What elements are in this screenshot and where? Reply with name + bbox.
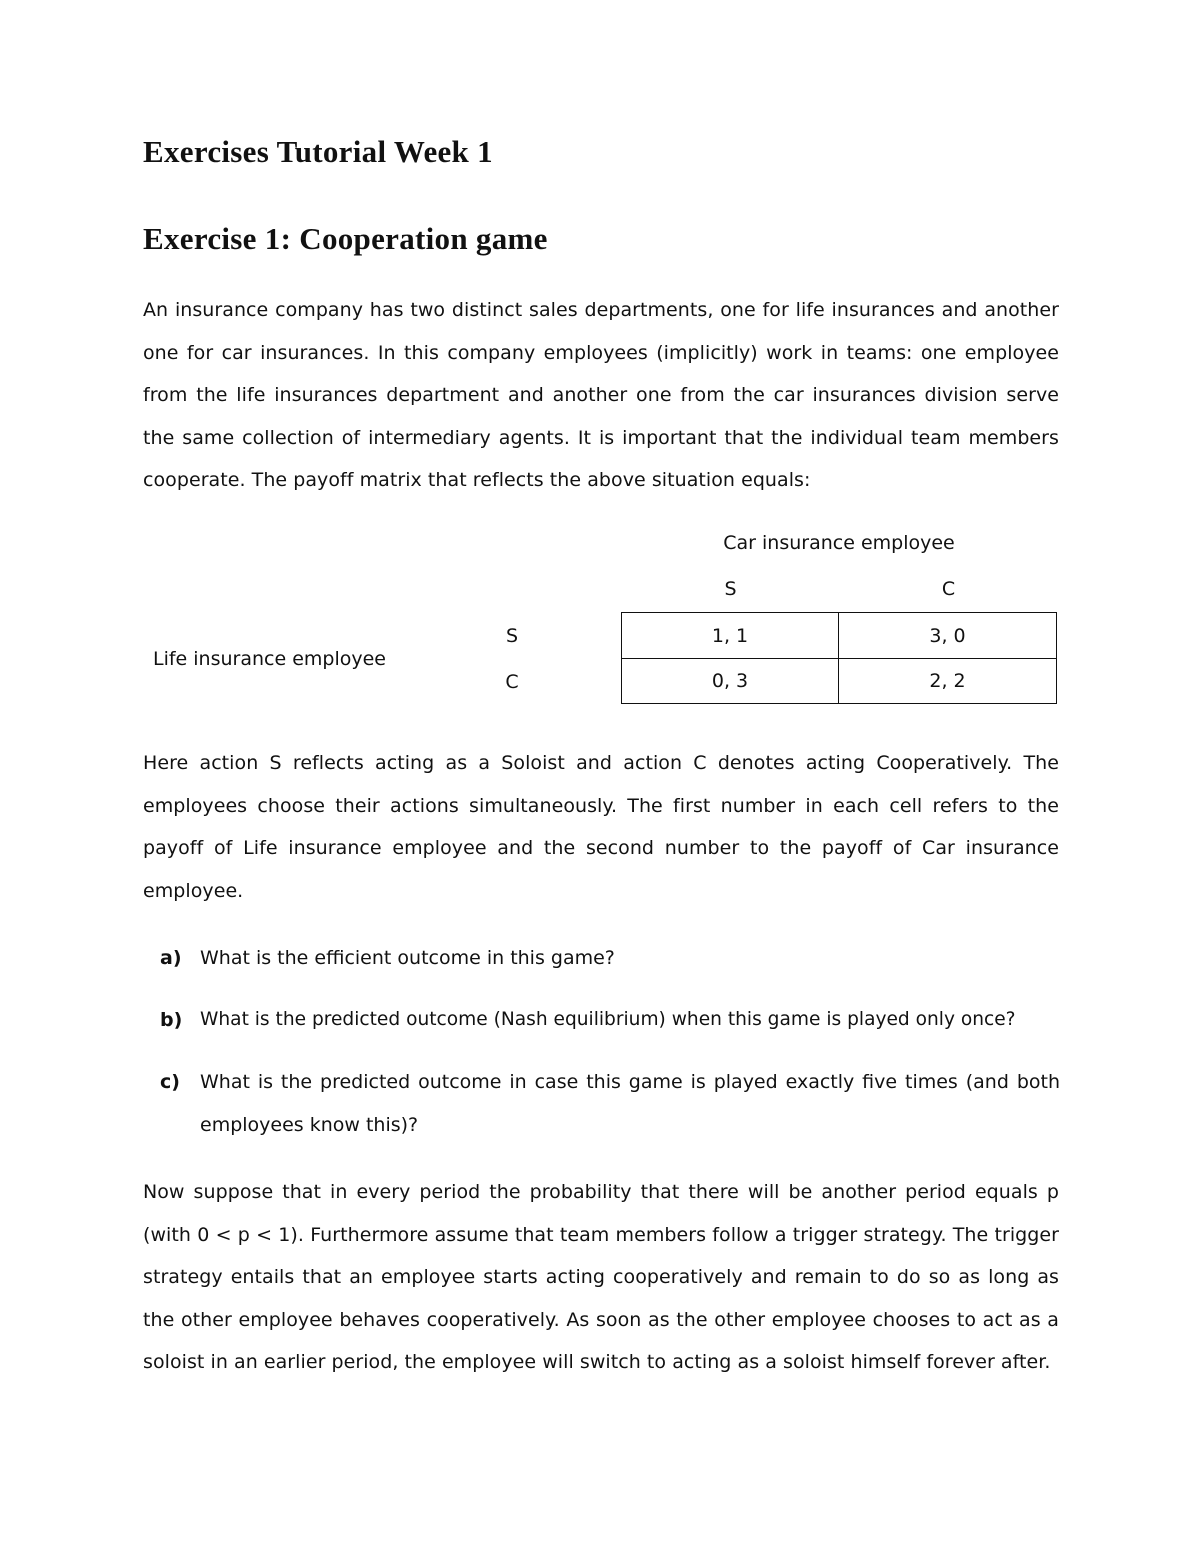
- payoff-cell-cs: 0, 3: [622, 658, 839, 704]
- payoff-cell-cc: 2, 2: [929, 670, 966, 692]
- column-action-c: C: [941, 578, 956, 600]
- document-title: Exercises Tutorial Week 1: [143, 134, 493, 169]
- payoff-cell-ss: 1, 1: [622, 613, 839, 659]
- row-player-label: Life insurance employee: [153, 648, 387, 670]
- question-label: a): [160, 947, 182, 969]
- question-text: What is the predicted outcome in case this game is played exactly five times (and both employees know this)?: [200, 1071, 1060, 1136]
- column-player-label: Car insurance employee: [723, 532, 955, 554]
- payoff-grid: [621, 612, 1057, 704]
- question-text: What is the efficient outcome in this game?: [200, 947, 615, 969]
- exercise-heading: Exercise 1: Cooperation game: [143, 221, 548, 256]
- explanation-paragraph: Here action S reflects acting as a Soloist and action C denotes acting Cooperatively. The employees choose their actions simultaneously. The first number in each cell refers to the payoff of Life insurance employee and the second number to the payoff of Car insurance employee.: [143, 752, 1059, 902]
- column-action-s: S: [724, 578, 737, 600]
- question-label: b): [160, 1009, 183, 1031]
- row-action-s: S: [505, 625, 519, 647]
- question-text: What is the predicted outcome (Nash equilibrium) when this game is played only once?: [200, 1009, 1016, 1030]
- intro-paragraph: An insurance company has two distinct sales departments, one for life insurances and another one for car insurances. In this company employees (implicitly) work in teams: one employee from the life insurances department and another one from the car insurances division serve the same collection of intermediary agents. It is important that the individual team members cooperate. The payoff matrix that reflects the above situation equals:: [143, 299, 1059, 492]
- question-label: c): [160, 1071, 180, 1093]
- payoff-cell-sc: 3, 0: [839, 613, 1056, 659]
- row-action-c: C: [505, 671, 519, 693]
- trigger-strategy-paragraph: Now suppose that in every period the probability that there will be another period equals p (with 0 < p < 1). Furthermore assume that team members follow a trigger strategy. The trigger strategy entails that an employee starts acting cooperatively and remain to do so as long as the other employee behaves cooperatively. As soon as the other employee chooses to act as a soloist in an earlier period, the employee will switch to acting as a soloist himself forever after.: [143, 1181, 1059, 1374]
